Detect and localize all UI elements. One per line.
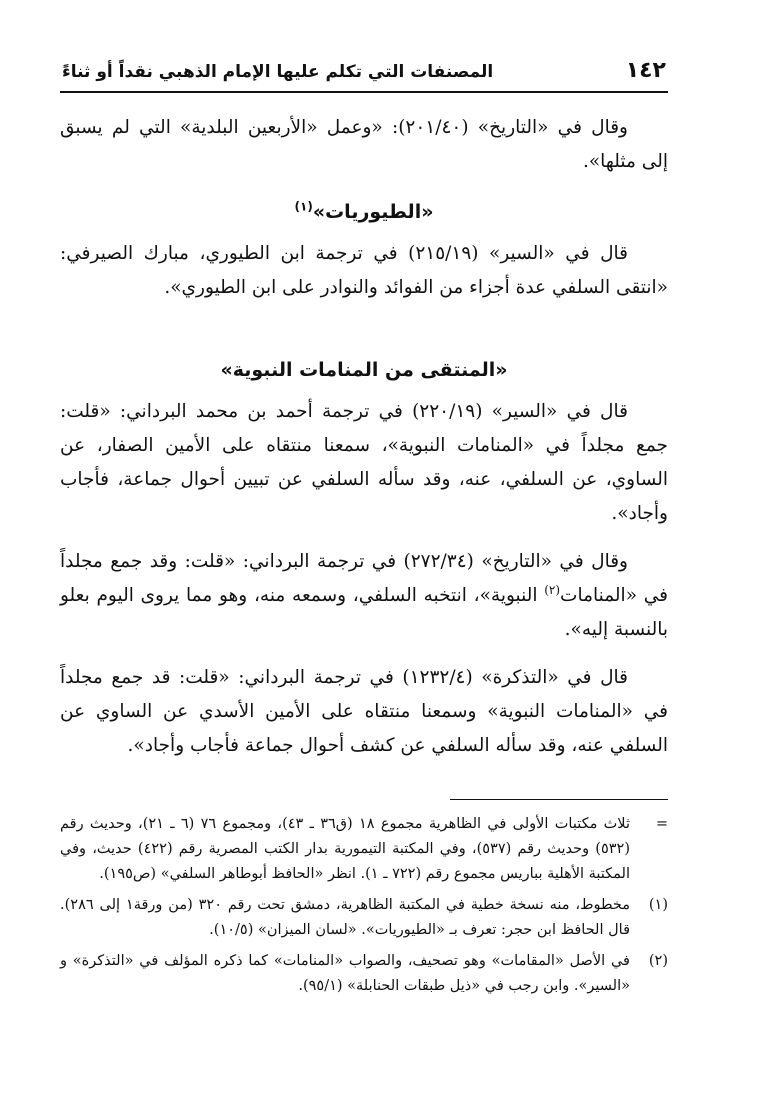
footnote-divider: [450, 799, 668, 800]
section-title-tuyuriyat: [60, 201, 668, 223]
footnote-mark: =: [655, 816, 668, 832]
paragraph-text-after-ref: النبوية»، انتخبه السلفي، وسمعه منه، وهو مما يروى اليوم بعلو بالنسبة إليه».: [60, 585, 668, 640]
section-2-paragraph-3: قال في «التذكرة» (١٢٣٢/٤) في ترجمة البرداني: «قلت: قد جمع مجلداً في «المنامات النبوية» وسمعنا منتقاه على الأمين الأسدي عن الساوي عن السلفي عنه، وقد سأله السلفي عن كشف أحوال جماعة فأجاب وأجاد».: [60, 667, 668, 756]
section-1-paragraph-1: قال في «السير» (٢١٥/١٩) في ترجمة ابن الطيوري، مبارك الصيرفي: «انتقى السلفي عدة أجزاء من الفوائد والنوادر على ابن الطيوري».: [60, 243, 668, 298]
footnote-item: [60, 949, 668, 999]
page-number: ١٤٢: [625, 58, 666, 83]
running-title: المصنفات التي تكلم عليها الإمام الذهبي نقداً أو ثناءً: [62, 62, 494, 82]
footnote-ref: (٢): [544, 582, 561, 597]
footnote-item: [60, 893, 668, 943]
running-header: [60, 58, 668, 93]
section-2-paragraph-2: [60, 545, 668, 647]
footnote-item: [60, 812, 668, 887]
page: [60, 58, 668, 777]
footnote-mark: (٢): [648, 953, 668, 969]
section-spacer: [60, 319, 668, 337]
footnote-text: في الأصل «المقامات» وهو تصحيف، والصواب «المنامات» كما ذكره المؤلف في «التذكرة» و «السير». وابن رجب في «ذيل طبقات الحنابلة» (٩٥/١).: [60, 953, 630, 994]
footnote-text: مخطوط، منه نسخة خطية في المكتبة الظاهرية، دمشق تحت رقم ٣٢٠ (من ورقة١ إلى ٢٨٦). قال الحافظ ابن حجر: تعرف بـ «الطيوريات». «لسان الميزان» (١٠/٥).: [60, 897, 630, 938]
section-title-manamat: «المنتقى من المنامات النبوية»: [220, 359, 508, 381]
intro-paragraph: وقال في «التاريخ» (٢٠١/٤٠): «وعمل «الأربعين البلدية» التي لم يسبق إلى مثلها».: [60, 117, 668, 172]
section-2-paragraph-1: قال في «السير» (٢٢٠/١٩) في ترجمة أحمد بن محمد البرداني: «قلت: جمع مجلداً في «المنامات النبوية»، سمعنا منتقاه على الأمين الصفار، عن الساوي، عن السلفي، عنه، وقد سأله السلفي عن تبيين أحوال جماعة، فأجاب وأجاد».: [60, 401, 668, 524]
footnote-mark: (١): [648, 897, 668, 913]
footnote-text: ثلاث مكتبات الأولى في الظاهرية مجموع ١٨ (ق٣٦ ـ ٤٣)، ومجموع ٧٦ (٦ ـ ٢١)، وحديث رقم (٥٣٢) وحديث رقم (٥٣٧)، وفي المكتبة التيمورية بدار الكتب المصرية رقم (٤٢٢) حديث، وفي المكتبة الأهلية بباريس مجموع رقم (٧٢٢ ـ ١). انظر «الحافظ أبوطاهر السلفي» (ص١٩٥).: [60, 816, 630, 882]
paragraph-text-before-ref: وقال في «التاريخ» (٢٧٢/٣٤) في ترجمة البرداني: «قلت: وقد جمع مجلداً في «المنامات: [60, 551, 668, 606]
section-title-text: «الطيوريات»: [312, 201, 434, 223]
footnote-ref: (١): [294, 199, 313, 214]
body-text: [60, 111, 668, 763]
footnotes: [60, 799, 668, 1005]
